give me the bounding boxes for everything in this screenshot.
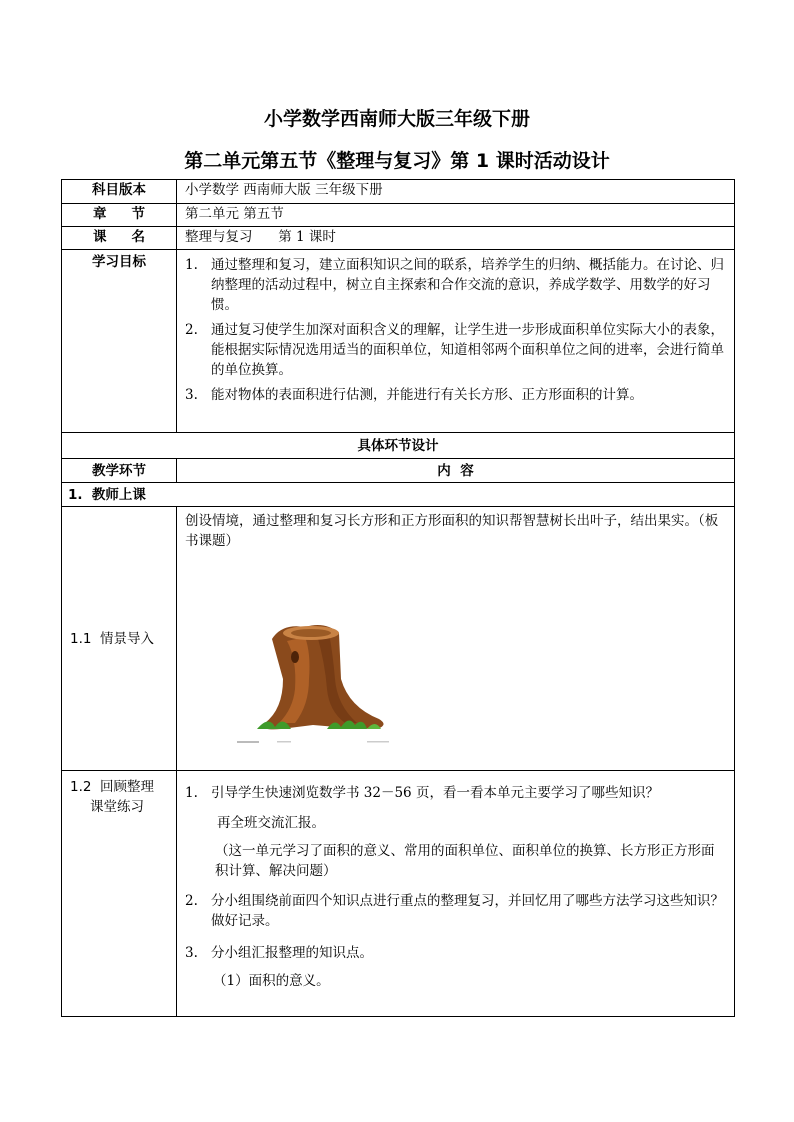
chapter-label	[62, 204, 177, 227]
step-item	[177, 841, 734, 881]
row-chapter	[62, 204, 735, 227]
step-num	[177, 971, 211, 991]
goal-item	[177, 320, 734, 380]
goal-item	[177, 255, 734, 315]
goal-num: 2.	[185, 322, 198, 338]
goal-num: 1.	[185, 257, 198, 273]
step-num: 2.	[185, 893, 198, 909]
row-column-headers	[62, 459, 735, 483]
step-text: （这一单元学习了面积的意义、常用的面积单位、面积单位的换算、长方形正方形面积计算、解决问题）	[215, 843, 715, 879]
goal-text: 能对物体的表面积进行估测，并能进行有关长方形、正方形面积的计算。	[211, 387, 643, 403]
step-1-1-text-span: 创设情境，通过整理和复习长方形和正方形面积的知识帮智慧树长出叶子，结出果实。（板书课题）	[185, 513, 719, 549]
subject-value: 小学数学 西南师大版 三年级下册	[177, 180, 735, 204]
chapter-label-a: 章	[93, 206, 107, 222]
lesson-label-a: 课	[93, 229, 107, 245]
step-num: 3.	[185, 945, 198, 961]
document-subtitle: 第二单元第五节《整理与复习》第 1 课时活动设计	[184, 150, 610, 172]
step-1-2-label-a: 1.2 回顾整理	[70, 779, 155, 795]
row-lesson	[62, 227, 735, 250]
row-step-1-1	[62, 507, 735, 771]
step-1-1-text	[177, 511, 734, 551]
lesson-label	[62, 227, 177, 250]
step-1-2-content	[177, 771, 735, 1017]
step-text: 分小组汇报整理的知识点。	[211, 945, 373, 961]
lesson-table	[61, 179, 735, 1017]
tree-icon	[217, 619, 417, 751]
row-subject	[62, 180, 735, 204]
goal-text: 通过整理和复习，建立面积知识之间的联系，培养学生的归纳、概括能力。在讨论、归纳整理的活动过程中，树立自主探索和合作交流的意识，养成学数学、用数学的好习惯。	[211, 257, 724, 313]
step-text: 再全班交流汇报。	[217, 815, 325, 831]
column-header-content: 内 容	[177, 459, 735, 483]
goal-num: 3.	[185, 387, 198, 403]
column-header-step: 教学环节	[62, 459, 177, 483]
step-num	[177, 813, 211, 833]
chapter-value: 第二单元 第五节	[177, 204, 735, 227]
step1-title: 1. 教师上课	[62, 483, 735, 507]
step-1-2-label	[62, 771, 177, 1017]
section-title: 具体环节设计	[62, 433, 735, 459]
step-1-1-label: 1.1 情景导入	[62, 507, 177, 771]
tree-stump-illustration	[217, 619, 417, 757]
step-1-1-content	[177, 507, 735, 771]
row-section-title	[62, 433, 735, 459]
lesson-label-b: 名	[131, 229, 145, 245]
row-goals	[62, 250, 735, 433]
step-num	[177, 841, 211, 881]
step-item	[177, 813, 734, 833]
document-title: 小学数学西南师大版三年级下册	[263, 108, 530, 130]
row-step-1-2	[62, 771, 735, 1017]
step-item	[177, 891, 734, 931]
step-1-2-label-b: 课堂练习	[90, 799, 144, 815]
row-step1	[62, 483, 735, 507]
step-num: 1.	[185, 785, 198, 801]
step-text: （1）面积的意义。	[213, 973, 330, 989]
step-text: 引导学生快速浏览数学书 32－56 页，看一看本单元主要学习了哪些知识？	[211, 785, 659, 801]
lesson-value: 整理与复习 第 1 课时	[177, 227, 735, 250]
goal-item	[177, 385, 734, 405]
goal-list	[177, 250, 735, 433]
step-item	[177, 971, 734, 991]
step-text: 分小组围绕前面四个知识点进行重点的整理复习，并回忆用了哪些方法学习这些知识？做好记录。	[211, 893, 724, 929]
goal-text: 通过复习使学生加深对面积含义的理解，让学生进一步形成面积单位实际大小的表象，能根据实际情况选用适当的面积单位，知道相邻两个面积单位之间的进率，会进行简单的单位换算。	[211, 322, 724, 378]
subject-label: 科目版本	[62, 180, 177, 204]
step-item	[177, 783, 734, 803]
goal-label: 学习目标	[62, 250, 177, 433]
chapter-label-b: 节	[131, 206, 145, 222]
step-item	[177, 943, 734, 963]
